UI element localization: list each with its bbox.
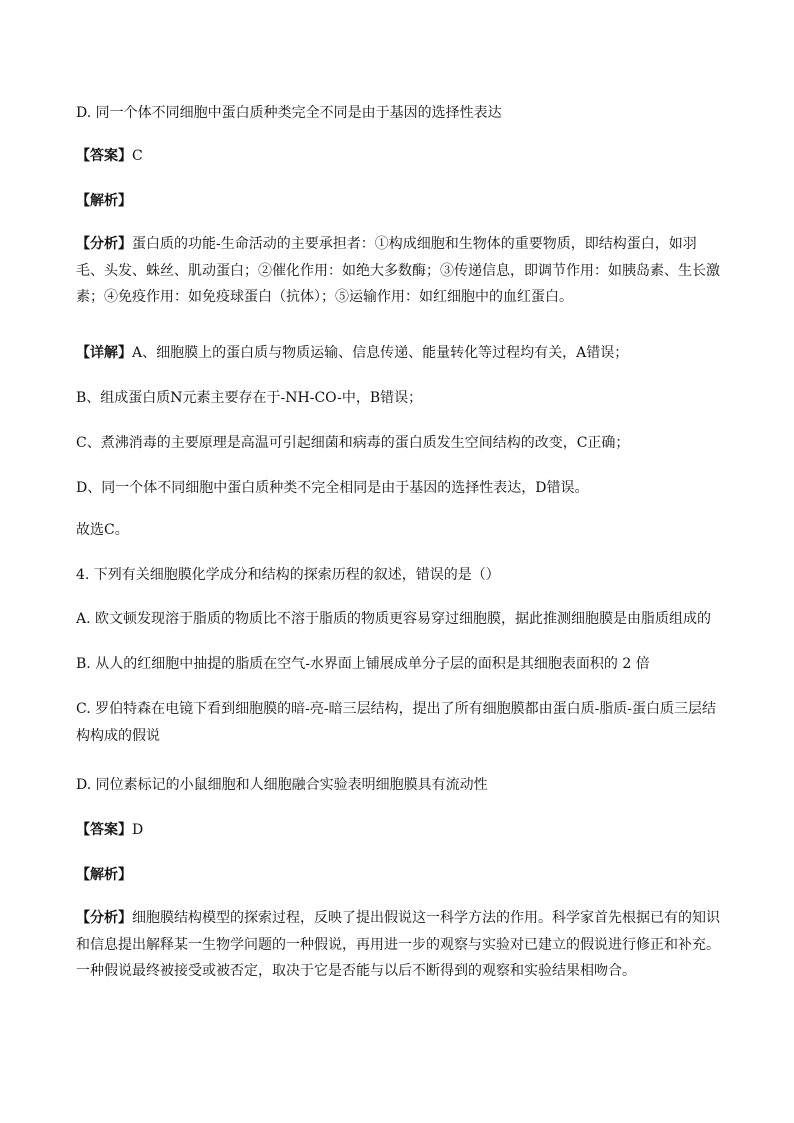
q4-stem: 4. 下列有关细胞膜化学成分和结构的探索历程的叙述，错误的是（） <box>76 567 500 583</box>
q4-option-a: A. 欧文顿发现溶于脂质的物质比不溶于脂质的物质更容易穿过细胞膜，据此推测细胞膜是由脂质组成的 <box>76 611 712 627</box>
q3-answer <box>76 143 726 169</box>
answer-label: 【答案】 <box>76 822 132 838</box>
q3-detail-c: C、煮沸消毒的主要原理是高温可引起细菌和病毒的蛋白质发生空间结构的改变，C正确； <box>76 435 630 451</box>
detail-a-text: A、细胞膜上的蛋白质与物质运输、信息传递、能量转化等过程均有关，A错误； <box>132 345 629 361</box>
q3-detail-d: D、同一个体不同细胞中蛋白质种类不完全相同是由于基因的选择性表达，D错误。 <box>76 480 589 496</box>
q4-answer <box>76 817 726 843</box>
q3-detail-a <box>76 340 726 366</box>
q4-option-b: B. 从人的红细胞中抽提的脂质在空气-水界面上铺展成单分子层的面积是其细胞表面积的 2 倍 <box>76 656 650 672</box>
answer-label: 【答案】 <box>76 148 132 164</box>
q4-analysis-paragraph <box>76 905 724 985</box>
q3-analysis-paragraph <box>76 231 724 311</box>
fenxi-text: 细胞膜结构模型的探索过程，反映了提出假说这一科学方法的作用。科学家首先根据已有的知识和信息提出解释某一生物学问题的一种假说，再用进一步的观察与实验对已建立的假说进行修正和补充。一种假说最终被接受或被否定，取决于它是否能与以后不断得到的观察和实验结果相吻合。 <box>76 910 720 979</box>
q3-analysis-heading: 【解析】 <box>76 193 132 209</box>
fenxi-label: 【分析】 <box>76 236 132 252</box>
q4-analysis-heading: 【解析】 <box>76 867 132 883</box>
xiangjie-label: 【详解】 <box>76 345 132 361</box>
q3-detail-b: B、组成蛋白质N元素主要存在于-NH-CO-中，B错误； <box>76 390 423 406</box>
fenxi-label: 【分析】 <box>76 910 132 926</box>
q3-option-d: D. 同一个体不同细胞中蛋白质种类完全不同是由于基因的选择性表达 <box>76 105 502 121</box>
q4-option-c: C. 罗伯特森在电镜下看到细胞膜的暗-亮-暗三层结构，提出了所有细胞膜都由蛋白质-脂质-蛋白质三层结构构成的假说 <box>76 701 717 744</box>
answer-value: D <box>132 822 144 838</box>
q4-option-d: D. 同位素标记的小鼠细胞和人细胞融合实验表明细胞膜具有流动性 <box>76 777 488 793</box>
answer-value: C <box>132 148 143 164</box>
fenxi-text: 蛋白质的功能-生命活动的主要承担者：①构成细胞和生物体的重要物质，即结构蛋白，如羽毛、头发、蛛丝、肌动蛋白；②催化作用：如绝大多数酶；③传递信息，即调节作用：如胰岛素、生长激素；④免疫作用：如免疫球蛋白（抗体）；⑤运输作用：如红细胞中的血红蛋白。 <box>76 236 720 305</box>
q3-conclusion: 故选C。 <box>76 522 129 538</box>
